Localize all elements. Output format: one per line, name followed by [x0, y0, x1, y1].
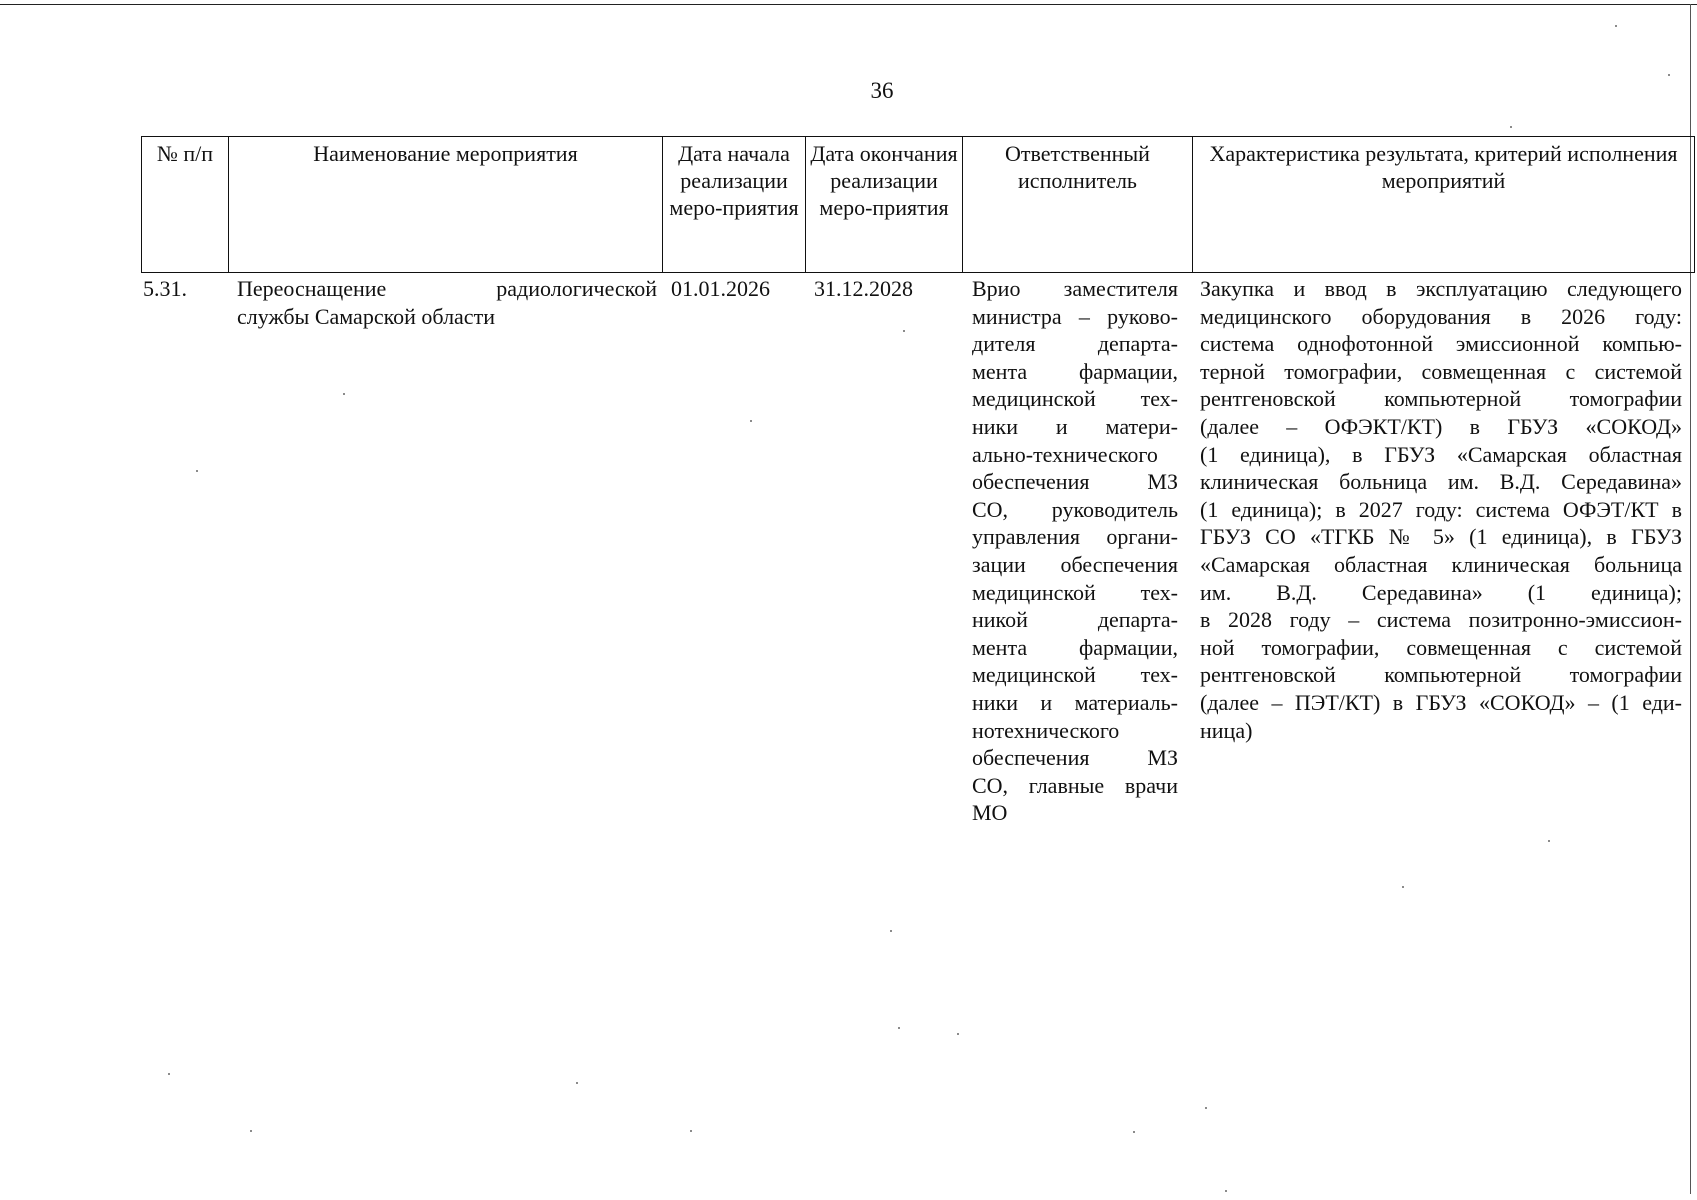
result-line: (далее – ОФЭКТ/КТ) в ГБУЗ «СОКОД» [1200, 413, 1682, 439]
scan-speck [1402, 886, 1404, 888]
scan-speck [957, 1033, 959, 1035]
result-line: ница) [1200, 717, 1253, 743]
header-start-date: Дата начала реализации меро-приятия [663, 137, 806, 273]
result-line: ной томографии, совмещенная с системой [1200, 634, 1682, 660]
measures-table-header [141, 136, 1695, 273]
responsible-line: медицинской тех- [972, 579, 1178, 605]
scan-speck [903, 330, 905, 332]
row-number: 5.31. [143, 276, 187, 301]
responsible-line: мента фармации, [972, 358, 1178, 384]
responsible-line: медицинской тех- [972, 386, 1178, 412]
scan-speck [343, 393, 345, 395]
scan-speck [1510, 126, 1512, 128]
result-line: им. В.Д. Середавина» (1 единица); [1200, 579, 1682, 605]
scan-speck [1548, 840, 1550, 842]
result-line: «Самарская областная клиническая больница [1200, 551, 1682, 577]
scan-speck [890, 930, 892, 932]
result-line: ГБУЗ СО «ТГКБ № 5» (1 единица), в ГБУЗ [1200, 524, 1682, 550]
responsible-line: министра – руково- [972, 303, 1178, 329]
responsible-line: ники и матери- [972, 413, 1178, 439]
result-line: система однофотонной эмиссионной компью- [1200, 331, 1682, 357]
scan-speck [898, 1027, 900, 1029]
result-line: медицинского оборудования в 2026 году: [1200, 303, 1682, 329]
row-end-date: 31.12.2028 [814, 276, 913, 301]
responsible-line: дителя департа- [972, 331, 1178, 357]
result-line: клиническая больница им. В.Д. Середавина» [1200, 469, 1682, 495]
header-result: Характеристика результата, критерий исполнения мероприятий [1193, 137, 1695, 273]
header-end-date: Дата окончания реализации меро-приятия [806, 137, 963, 273]
scan-speck [1205, 1107, 1207, 1109]
scan-speck [196, 470, 198, 472]
result-line: (далее – ПЭТ/КТ) в ГБУЗ «СОКОД» – (1 еди- [1200, 689, 1682, 715]
responsible-line: зации обеспечения [972, 551, 1178, 577]
result-line: терной томографии, совмещенная с системой [1200, 358, 1682, 384]
header-responsible: Ответственный исполнитель [963, 137, 1193, 273]
result-line: в 2028 году – система позитронно-эмиссион- [1200, 607, 1682, 633]
row-result-characteristic [1200, 275, 1682, 744]
result-line: рентгеновской компьютерной томографии [1200, 386, 1682, 412]
scan-speck [576, 1082, 578, 1084]
page-top-border [0, 4, 1697, 5]
responsible-line: обеспечения МЗ [972, 745, 1178, 771]
scan-speck [1668, 74, 1670, 76]
responsible-line: обеспечения МЗ [972, 469, 1178, 495]
responsible-line: нотехнического [972, 717, 1120, 743]
result-line: (1 единица), в ГБУЗ «Самарская областная [1200, 441, 1682, 467]
row-responsible [972, 275, 1178, 827]
responsible-line: управления органи- [972, 524, 1178, 550]
scan-speck [750, 420, 752, 422]
responsible-line: МО [972, 800, 1008, 826]
responsible-line: мента фармации, [972, 634, 1178, 660]
responsible-line: никой департа- [972, 607, 1178, 633]
scan-speck [1615, 25, 1617, 27]
responsible-line: ники и материаль- [972, 689, 1178, 715]
row-start-date: 01.01.2026 [671, 276, 770, 301]
header-name: Наименование мероприятия [229, 137, 663, 273]
header-num: № п/п [142, 137, 229, 273]
result-line: рентгеновской компьютерной томографии [1200, 662, 1682, 688]
responsible-line: медицинской тех- [972, 662, 1178, 688]
responsible-line: СО, руководитель [972, 496, 1178, 522]
page-number: 36 [870, 78, 894, 103]
row-measure-name [237, 275, 657, 330]
result-line: Закупка и ввод в эксплуатацию следующего [1200, 276, 1682, 301]
result-line: (1 единица); в 2027 году: система ОФЭТ/КТ в [1200, 496, 1682, 522]
measure-name-line: службы Самарской области [237, 303, 495, 329]
responsible-line: Врио заместителя [972, 276, 1178, 301]
responsible-line: ально-технического [972, 441, 1158, 467]
scan-speck [168, 1073, 170, 1075]
scan-speck [250, 1130, 252, 1132]
scan-speck [1133, 1131, 1135, 1133]
scan-speck [1225, 1190, 1227, 1192]
measure-name-line: Переоснащение радиологической [237, 276, 657, 301]
responsible-line: СО, главные врачи [972, 772, 1178, 798]
scan-speck [690, 1130, 692, 1132]
